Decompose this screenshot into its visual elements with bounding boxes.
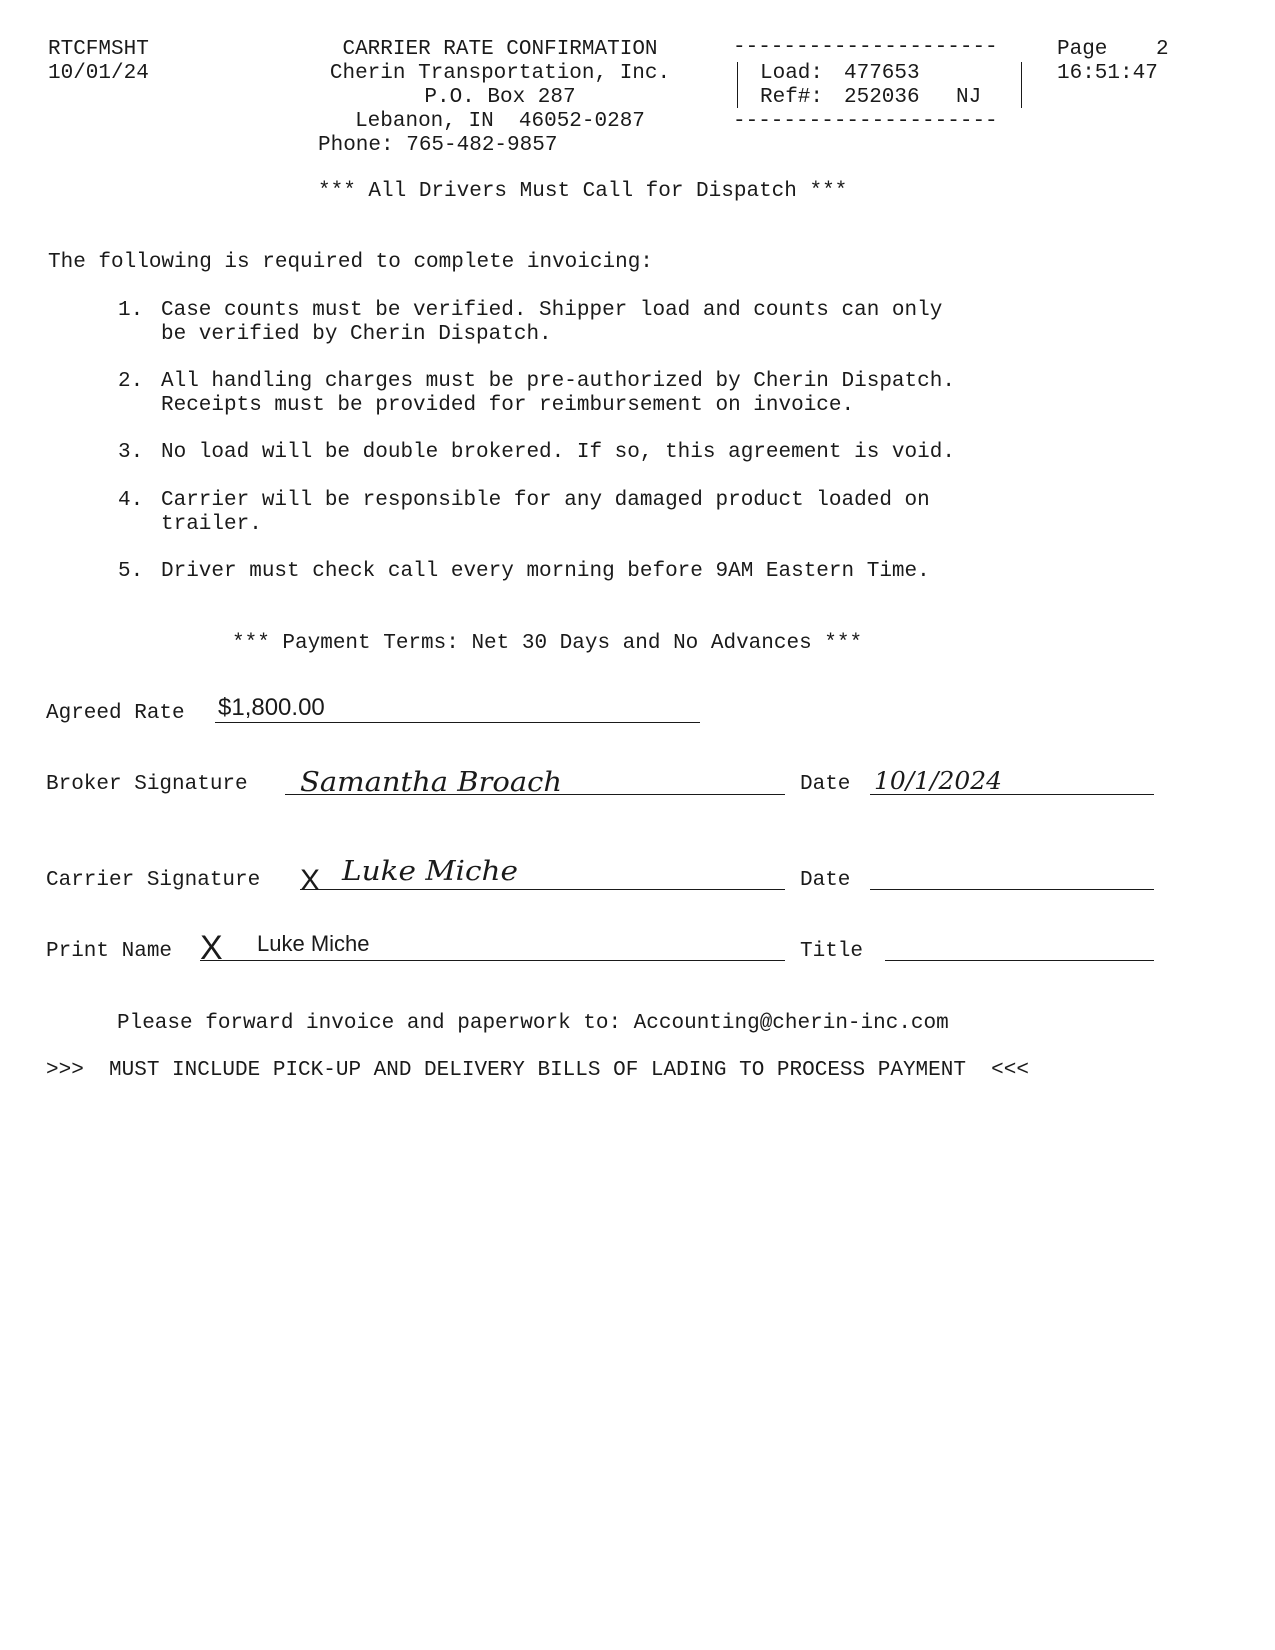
load-box-top-rule: --------------------- (733, 36, 998, 59)
broker-date[interactable] (872, 762, 1032, 796)
requirements-intro: The following is required to complete invoicing: (48, 251, 653, 274)
requirement-text: Driver must check call every morning before 9AM Eastern Time. (161, 560, 930, 583)
document-title: CARRIER RATE CONFIRMATION (342, 38, 658, 61)
page-label: Page (1057, 38, 1108, 61)
load-label: Load: (760, 62, 824, 85)
phone-number: Phone: 765-482-9857 (318, 134, 558, 157)
print-name-label: Print Name (46, 940, 173, 963)
broker-date-text: 10/1/2024 (874, 767, 1002, 795)
dispatch-notice: *** All Drivers Must Call for Dispatch *** (318, 180, 848, 203)
address-line2: Lebanon, IN 46052-0287 (355, 110, 645, 133)
ref-label: Ref#: (760, 86, 824, 109)
requirement-text: No load will be double brokered. If so, this agreement is void. (161, 441, 955, 464)
carrier-signature[interactable] (340, 850, 540, 890)
payment-terms: *** Payment Terms: Net 30 Days and No Advances *** (232, 632, 863, 655)
requirement-text: Case counts must be verified. Shipper load and counts can only (161, 299, 943, 322)
carrier-date-line (870, 889, 1154, 890)
broker-date-label: Date (800, 773, 851, 796)
broker-signature-label: Broker Signature (46, 773, 248, 796)
print-date: 10/01/24 (48, 62, 149, 85)
carrier-signature-label: Carrier Signature (46, 869, 261, 892)
title-line (885, 960, 1154, 961)
requirement-text-cont: be verified by Cherin Dispatch. (161, 323, 552, 346)
broker-signature-text: Samantha Broach (300, 767, 562, 798)
program-id: RTCFMSHT (48, 38, 149, 61)
print-name-x-mark: X (200, 929, 223, 967)
company-name: Cherin Transportation, Inc. (329, 62, 671, 85)
title-label: Title (800, 940, 864, 963)
bill-of-lading-notice: >>> MUST INCLUDE PICK-UP AND DELIVERY BILLS OF LADING TO PROCESS PAYMENT <<< (46, 1059, 1029, 1082)
address-line1: P.O. Box 287 (424, 86, 576, 109)
requirement-text-cont: Receipts must be provided for reimbursement on invoice. (161, 394, 855, 417)
ref-number: 252036 (844, 86, 920, 109)
requirement-number: 4. (118, 489, 144, 512)
ref-state: NJ (956, 86, 982, 109)
agreed-rate-value[interactable]: $1,800.00 (218, 694, 325, 721)
agreed-rate-label: Agreed Rate (46, 702, 185, 725)
requirement-number: 5. (118, 560, 144, 583)
requirement-number: 2. (118, 370, 144, 393)
requirement-text-cont: trailer. (161, 513, 262, 536)
page-number: 2 (1156, 38, 1169, 61)
agreed-rate-line (215, 722, 700, 723)
carrier-signature-image (340, 850, 540, 890)
load-box-left-border (737, 62, 738, 108)
broker-signature[interactable] (298, 760, 598, 800)
carrier-signature-x-mark: X (300, 864, 321, 897)
print-time: 16:51:47 (1057, 62, 1158, 85)
broker-signature-image (298, 760, 598, 800)
forward-invoice-instructions: Please forward invoice and paperwork to: Accounting@cherin-inc.com (117, 1012, 949, 1035)
requirement-text: Carrier will be responsible for any damaged product loaded on (161, 489, 930, 512)
carrier-signature-text: Luke Miche (340, 856, 518, 887)
requirement-number: 1. (118, 299, 144, 322)
load-number: 477653 (844, 62, 920, 85)
requirement-text: All handling charges must be pre-authorized by Cherin Dispatch. (161, 370, 955, 393)
load-box-right-border (1021, 62, 1022, 108)
load-box-bottom-rule: --------------------- (733, 110, 998, 133)
print-name-line (200, 960, 785, 961)
print-name-value[interactable]: Luke Miche (257, 931, 370, 956)
broker-date-image (872, 762, 1032, 796)
carrier-date-label: Date (800, 869, 851, 892)
requirement-number: 3. (118, 441, 144, 464)
